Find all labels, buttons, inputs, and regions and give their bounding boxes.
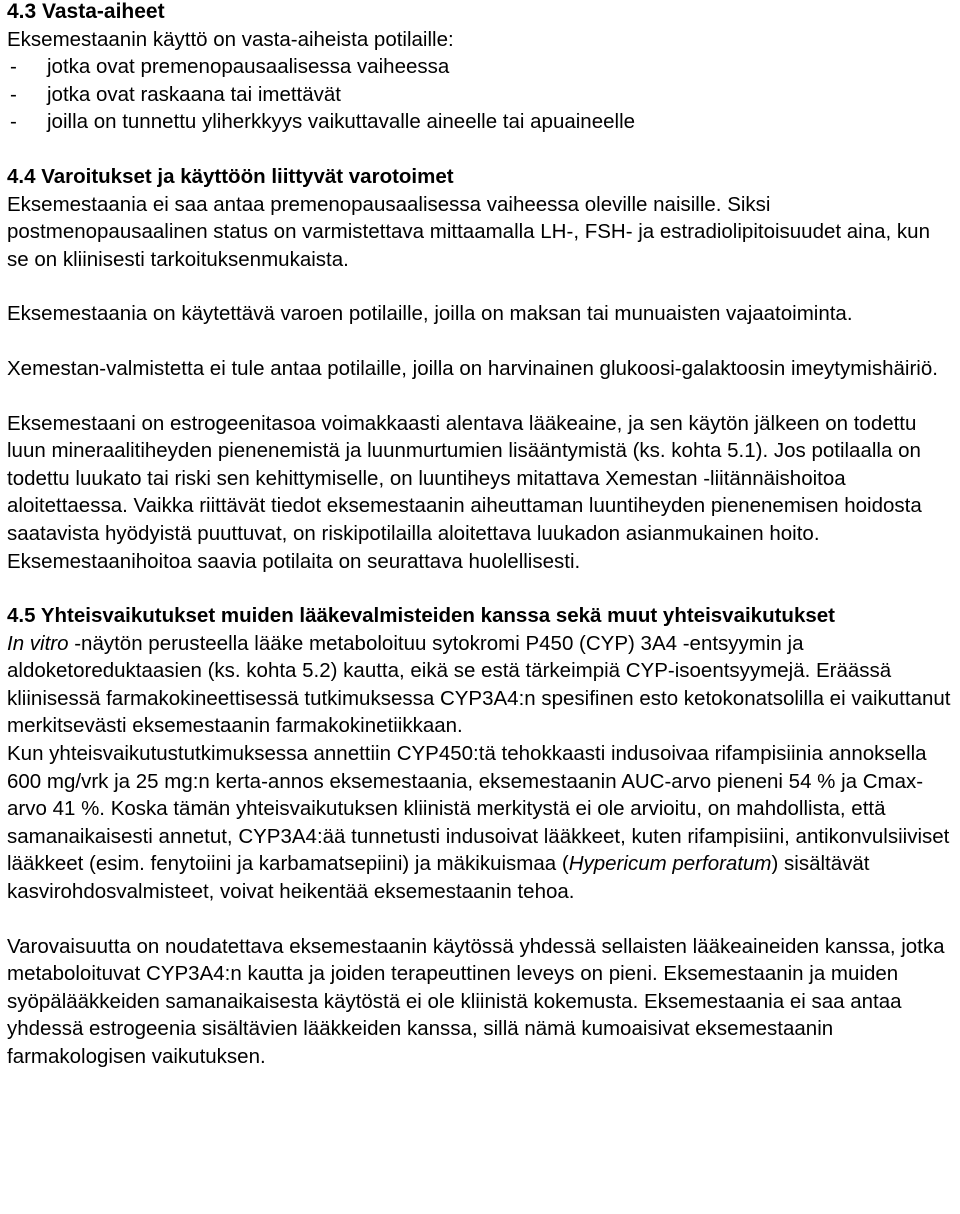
dash-bullet: - <box>10 55 17 79</box>
paragraph-text: Kun yhteisvaikutustutkimuksessa annettiin CYP450:tä tehokkaasti indusoivaa rifampisiinia annoksella 600 mg/vrk ja 25 mg:n kerta-annos eksemestaania, eksemestaanin AUC-arvo pieneni 54 % ja Cmax-arvo 41 %. Koska tämän yhteisvaikutuksen kliinistä merkitystä ei ole arvioitu, on mahdollista, että samanaikaisesti annetut, CYP3A4:ää tunnetusti indusoivat lääkkeet, kuten rifampisiini, antikonvulsiiviset lääkkeet (esim. fenytoiini ja karbamatsepiini) ja mäkikuismaa ( <box>7 742 950 876</box>
section-heading: 4.4 Varoitukset ja käyttöön liittyvät varotoimet <box>7 164 454 188</box>
list-item-text: jotka ovat premenopausaalisessa vaiheessa <box>47 55 450 79</box>
paragraph: Eksemestaani on estrogeenitasoa voimakkaasti alentava lääkeaine, ja sen käytön jälkeen on todettu luun mineraalitiheyden pienenemistä ja luunmurtumien lisääntymistä (ks. kohta 5.1). Jos potilaalla on todettu luukato tai riski sen kehittymiselle, on luuntiheys mitattava Xemestan -liitännäishoitoa aloitettaessa. Vaikka riittävät tiedot eksemestaanin aiheuttaman luuntiheyden pienenemisen hoidosta saatavista hyödyistä puuttuvat, on riskipotilailla aloitettava luukadon asianmukainen hoito. Eksemestaanihoitoa saavia potilaita on seurattava huolellisesti. <box>7 411 922 573</box>
section-warnings <box>7 163 954 575</box>
paragraph: Varovaisuutta on noudatettava eksemestaanin käytössä yhdessä sellaisten lääkeaineiden kanssa, jotka metaboloituvat CYP3A4:n kautta ja joiden terapeuttinen leveys on pieni. Eksemestaanin ja muiden syöpälääkkeiden samanaikaisesta käytöstä ei ole kliinistä kokemusta. Eksemestaania ei saa antaa yhdessä estrogeenia sisältävien lääkkeiden kanssa, sillä nämä kumoaisivat eksemestaanin farmakologisen vaikutuksen. <box>7 934 945 1068</box>
dash-bullet: - <box>10 82 17 106</box>
paragraph <box>7 740 954 906</box>
italic-term: Hypericum perforatum <box>568 852 772 876</box>
section-interactions <box>7 602 954 1071</box>
italic-term: In vitro <box>7 631 69 655</box>
list-item <box>7 108 954 136</box>
list-item <box>7 81 954 109</box>
section-heading: 4.5 Yhteisvaikutukset muiden lääkevalmisteiden kanssa sekä muut yhteisvaikutukset <box>7 604 835 628</box>
paragraph-text: ) sisältävät kasvirohdosvalmisteet, voivat heikentää eksemestaanin tehoa. <box>7 852 870 904</box>
paragraph: Eksemestaania on käytettävä varoen potilaille, joilla on maksan tai munuaisten vajaatoiminta. <box>7 302 853 326</box>
paragraph-text: -näytön perusteella lääke metaboloituu sytokromi P450 (CYP) 3A4 -entsyymin ja aldoketoreduktaasien (ks. kohta 5.2) kautta, eikä se estä tärkeimpiä CYP-isoentsyymejä. Eräässä kliinisessä farmakokineettisessä tutkimuksessa CYP3A4:n spesifinen esto ketokonatsolilla ei vaikuttanut merkitsevästi eksemestaanin farmakokinetiikkaan. <box>7 631 951 738</box>
section-heading: 4.3 Vasta-aiheet <box>7 0 165 23</box>
paragraph: Eksemestaania ei saa antaa premenopausaalisessa vaiheessa oleville naisille. Siksi postmenopausaalinen status on varmistettava mittaamalla LH-, FSH- ja estradiolipitoisuudet aina, kun se on kliinisesti tarkoituksenmukaista. <box>7 192 930 271</box>
list-item-text: jotka ovat raskaana tai imettävät <box>47 82 341 106</box>
list-item-text: joilla on tunnettu yliherkkyys vaikuttavalle aineelle tai apuaineelle <box>47 110 636 134</box>
paragraph: Eksemestaanin käyttö on vasta-aiheista potilaille: <box>7 27 454 51</box>
list-item <box>7 53 954 81</box>
dash-bullet: - <box>10 110 17 134</box>
section-contraindications <box>7 0 954 136</box>
contraindication-list <box>7 53 954 136</box>
paragraph: Xemestan-valmistetta ei tule antaa potilaille, joilla on harvinainen glukoosi-galaktoosin imeytymishäiriö. <box>7 356 938 380</box>
paragraph <box>7 630 954 740</box>
